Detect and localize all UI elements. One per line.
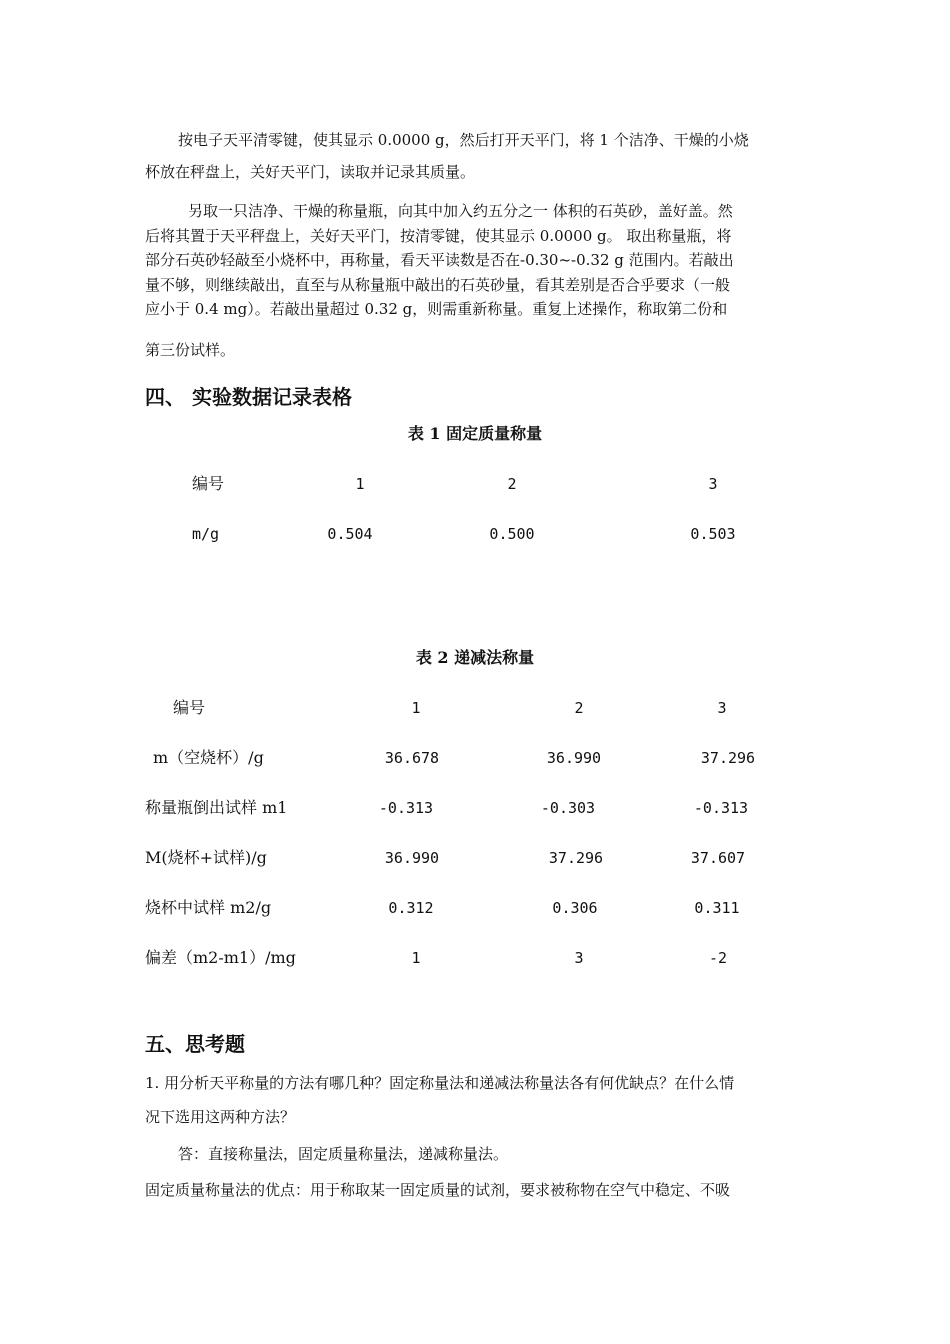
table2-header-3: 3 xyxy=(717,699,727,717)
table2-cell: 37.607 xyxy=(690,849,746,867)
table2-caption: 表 2 递减法称量 xyxy=(415,648,535,667)
question1-line2: 况下选用这两种方法？ xyxy=(145,1108,296,1126)
table1-header-3: 3 xyxy=(708,475,718,493)
procedure-para2-line1: 另取一只洁净、干燥的称量瓶，向其中加入约五分之一 体积的石英砂，盖好盖。然 xyxy=(188,202,733,220)
table2-cell: 36.990 xyxy=(546,749,602,767)
answer-line: 答：直接称量法，固定质量称量法，递减称量法。 xyxy=(178,1145,509,1163)
table1-caption: 表 1 固定质量称量 xyxy=(407,424,543,443)
table1-header-label: 编号 xyxy=(192,474,225,493)
table2-cell: -2 xyxy=(708,949,728,967)
procedure-para2-line6: 第三份试样。 xyxy=(145,341,236,359)
table1-header-2: 2 xyxy=(507,475,517,493)
section5-heading: 五、思考题 xyxy=(145,1032,245,1056)
question1-line1: 1. 用分析天平称量的方法有哪几种？固定称量法和递减法称量法各有何优缺点？在什么情 xyxy=(145,1074,735,1092)
table2-cell: 0.311 xyxy=(694,899,740,917)
table2-row-label: M(烧杯+试样)/g xyxy=(145,848,267,867)
table2-cell: 36.990 xyxy=(384,849,440,867)
procedure-para1-line1: 按电子天平清零键，使其显示 0.0000 g，然后打开天平门，将 1 个洁净、干燥的小烧 xyxy=(178,131,749,149)
table2-cell: 36.678 xyxy=(384,749,440,767)
table1-row-label: m/g xyxy=(192,525,220,543)
table2-cell: 0.306 xyxy=(552,899,598,917)
table2-cell: -0.313 xyxy=(378,799,434,817)
procedure-para2-line5: 应小于 0.4 mg）。若敲出量超过 0.32 g，则需重新称量。重复上述操作，称取第二份和 xyxy=(145,300,728,318)
table2-cell: -0.303 xyxy=(540,799,596,817)
table1-cell: 0.500 xyxy=(489,525,535,543)
table2-header-1: 1 xyxy=(411,699,421,717)
section4-heading: 四、 实验数据记录表格 xyxy=(145,385,352,409)
table2-header-2: 2 xyxy=(574,699,584,717)
table2-cell: 0.312 xyxy=(388,899,434,917)
table1-cell: 0.503 xyxy=(690,525,736,543)
table2-row-label: m（空烧杯）/g xyxy=(153,748,264,767)
table2-header-label: 编号 xyxy=(173,698,206,717)
procedure-para1-line2: 杯放在秤盘上，关好天平门，读取并记录其质量。 xyxy=(145,163,476,181)
table2-row-label: 称量瓶倒出试样 m1 xyxy=(145,798,288,817)
table2-cell: 37.296 xyxy=(700,749,756,767)
table2-cell: 37.296 xyxy=(548,849,604,867)
fixed-mass-advantage-line: 固定质量称量法的优点：用于称取某一固定质量的试剂，要求被称物在空气中稳定、不吸 xyxy=(145,1181,731,1199)
table2-cell: 1 xyxy=(411,949,421,967)
table2-cell: -0.313 xyxy=(693,799,749,817)
table2-row-label: 偏差（m2-m1）/mg xyxy=(145,948,296,967)
table1-header-1: 1 xyxy=(355,475,365,493)
table2-row-label: 烧杯中试样 m2/g xyxy=(145,898,272,917)
table1-cell: 0.504 xyxy=(327,525,373,543)
procedure-para2-line4: 量不够，则继续敲出，直至与从称量瓶中敲出的石英砂量，看其差别是否合乎要求（一般 xyxy=(145,276,731,294)
procedure-para2-line3: 部分石英砂轻敲至小烧杯中，再称量，看天平读数是否在-0.30~-0.32 g 范围内。若敲出 xyxy=(145,251,734,269)
table2-cell: 3 xyxy=(574,949,584,967)
procedure-para2-line2: 后将其置于天平秤盘上，关好天平门，按清零键，使其显示 0.0000 g。 取出称量瓶，将 xyxy=(145,227,732,245)
